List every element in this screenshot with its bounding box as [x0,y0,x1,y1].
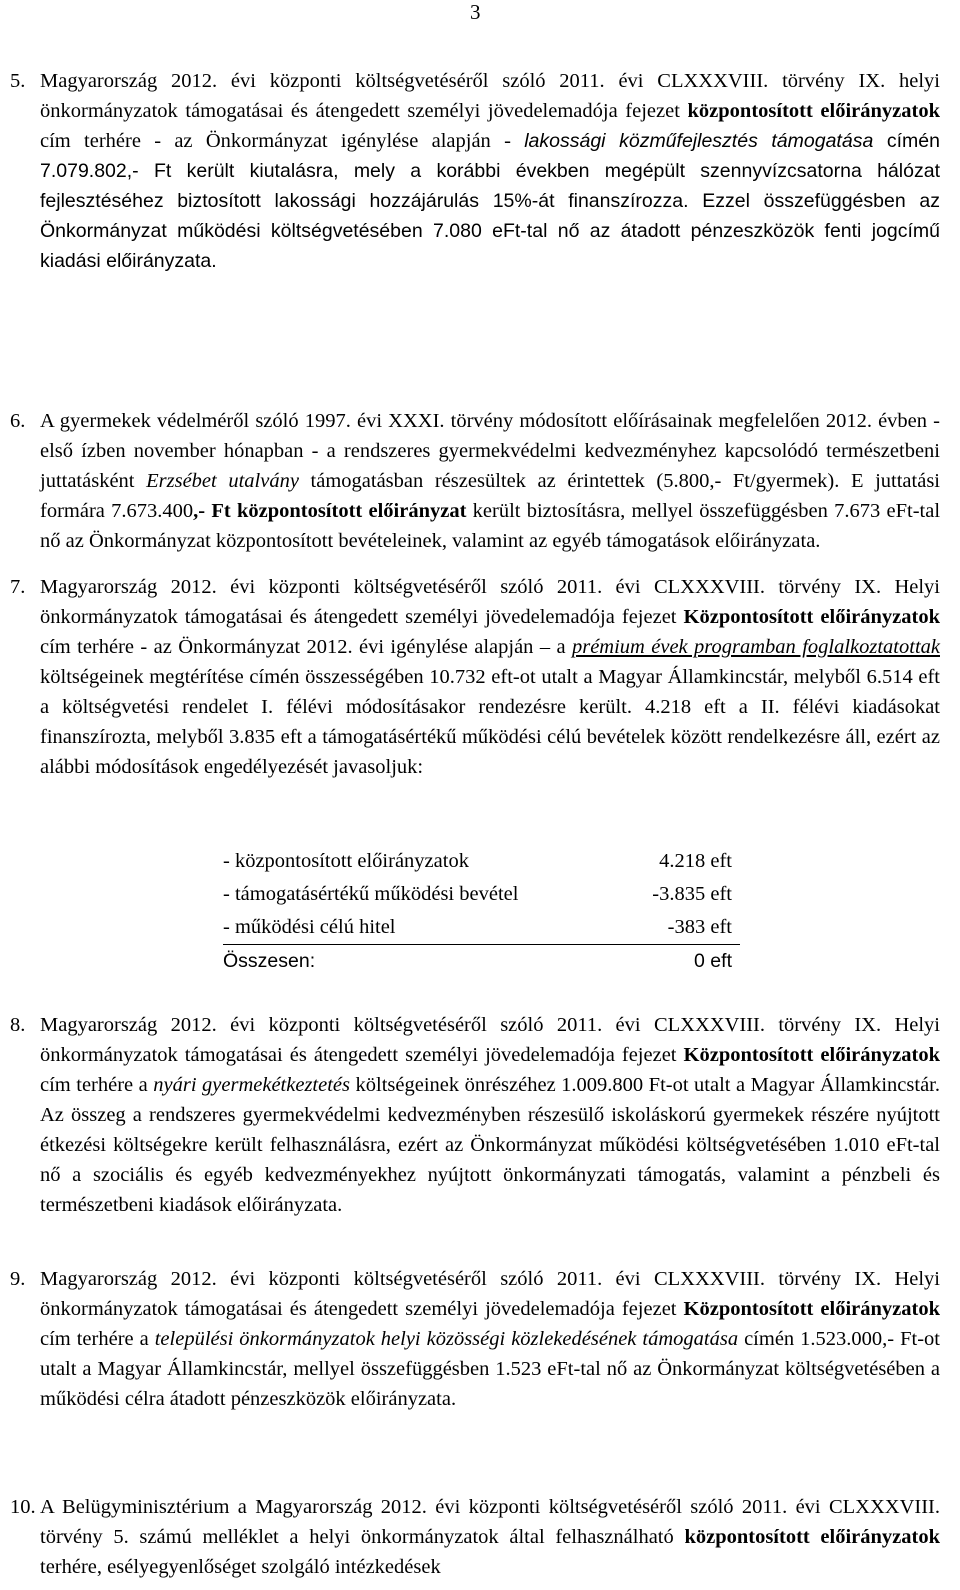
item-number: 6. [10,410,26,432]
italic-term: lakossági közműfejlesztés támogatása [524,130,874,152]
item-number: 5. [10,70,26,92]
total-row [223,945,740,978]
row-amount: -3.835 eft [652,883,732,905]
total-amount: 0 eft [694,950,732,972]
bold-term: ,- Ft központosított előirányzat [193,500,467,522]
list-item-7 [10,572,940,782]
bold-term: központosított előirányzatok [684,1526,940,1548]
list-item-10 [10,1492,940,1582]
italic-term: prémium évek programban foglalkoztatottak [571,636,940,658]
page-number: 3 [470,0,481,24]
bold-term: Központosított előirányzatok [683,1298,940,1320]
list-item-9 [10,1264,940,1414]
item-number: 8. [10,1014,26,1036]
row-label: - támogatásértékű működési bevétel [223,883,519,905]
italic-term: Erzsébet utalvány [146,470,299,492]
item-text: Magyarország 2012. évi központi költségvetéséről szóló 2011. évi CLXXXVIII. törvény IX. Helyi önkormányzatok támogatásai és átengedett személyi jövedelemadója fejezet Központosított előirányzatok cím terhére - az Önkormányzat 2012. évi igénylése alapján – a prémium évek programban foglalkoztatottak költségeinek megtérítése címén összességében 10.732 eft-ot utalt a Magyar Államkincstár, melyből 6.514 eft a költségvetési rendelet I. félévi módosításakor rendezésre került. 4.218 eft a II. félévi kiadásokat finanszírozta, melyből 3.835 eft a támogatásértékű működési célú bevételek között rendelkezésre áll, ezért az alábbi módosítások engedélyezését javasoljuk: [40,576,940,778]
italic-term: települési önkormányzatok helyi közösségi közlekedésének támogatása [154,1328,739,1350]
summary-table [223,845,740,978]
row-label: - működési célú hitel [223,916,396,938]
table-row [223,878,740,911]
bold-term: központosított előirányzatok [687,100,940,122]
item-number: 10. [10,1496,36,1518]
list-item-8 [10,1010,940,1220]
table-row [223,911,740,945]
item-text: Magyarország 2012. évi központi költségvetéséről szóló 2011. évi CLXXXVIII. törvény IX. Helyi önkormányzatok támogatásai és átengedett személyi jövedelemadója fejezet Központosított előirányzatok cím terhére a nyári gyermekétkeztetés költségeinek önrészéhez 1.009.800 Ft-ot utalt a Magyar Államkincstár. Az összeg a rendszeres gyermekvédelmi kedvezményben részesülő iskoláskorú gyermekek részére nyújtott étkezési költségekre került felhasználásra, ezért az Önkormányzat működési költségvetésében 1.010 eFt-tal nő a szociális és egyéb kedvezményekhez nyújtott önkormányzati támogatás, valamint a pénzbeli és természetbeni kiadások előirányzata. [40,1014,940,1216]
list-item-5 [10,66,940,276]
bold-term: Központosított előirányzatok [683,606,940,628]
list-item-6 [10,406,940,556]
row-amount: 4.218 eft [659,850,732,872]
item-text: A gyermekek védelméről szóló 1997. évi XXXI. törvény módosított előírásainak megfelelően 2012. évben - első ízben november hónapban - a rendszeres gyermekvédelmi kedvezményhez kapcsolódó természetbeni juttatásként Erzsébet utalvány támogatásban részesültek az érintettek (5.800,- Ft/gyermek). E juttatási formára 7.673.400,- Ft központosított előirányzat került biztosításra, mellyel összefüggésben 7.673 eFt-tal nő az Önkormányzat központosított bevételeinek, valamint az egyéb támogatások előirányzata. [40,410,941,552]
item-text: A Belügyminisztérium a Magyarország 2012. évi központi költségvetéséről szóló 2011. évi CLXXXVIII. törvény 5. számú melléklet a helyi önkormányzatok által felhasználható központosított előirányzatok terhére, esélyegyenlőséget szolgáló intézkedések [40,1496,940,1578]
item-text: Magyarország 2012. évi központi költségvetéséről szóló 2011. évi CLXXXVIII. törvény IX. helyi önkormányzatok támogatásai és átengedett személyi jövedelemadója fejezet központosított előirányzatok cím terhére - az Önkormányzat igénylése alapján - lakossági közműfejlesztés támogatása címén 7.079.802,- Ft került kiutalásra, mely a korábbi években megépült szennyvízcsatorna hálózat fejlesztéséhez biztosított lakossági hozzájárulás 15%-át finanszírozza. Ezzel összefüggésben az Önkormányzat működési költségvetésében 7.080 eFt-tal nő az átadott pénzeszközök fenti jogcímű kiadási előirányzata. [40,70,940,272]
bold-term: Központosított előirányzatok [683,1044,940,1066]
italic-term: nyári gyermekétkeztetés [153,1074,350,1096]
row-label: - központosított előirányzatok [223,850,469,872]
item-text: Magyarország 2012. évi központi költségvetéséről szóló 2011. évi CLXXXVIII. törvény IX. Helyi önkormányzatok támogatásai és átengedett személyi jövedelemadója fejezet Központosított előirányzatok cím terhére a települési önkormányzatok helyi közösségi közlekedésének támogatása címén 1.523.000,- Ft-ot utalt a Magyar Államkincstár, mellyel összefüggésben 1.523 eFt-tal nő az Önkormányzat költségvetésében a működési célra átadott pénzeszközök előirányzata. [40,1268,940,1410]
total-label: Összesen: [223,950,316,972]
row-amount: -383 eft [667,916,732,938]
item-number: 7. [10,576,26,598]
item-number: 9. [10,1268,26,1290]
table-row [223,845,740,878]
